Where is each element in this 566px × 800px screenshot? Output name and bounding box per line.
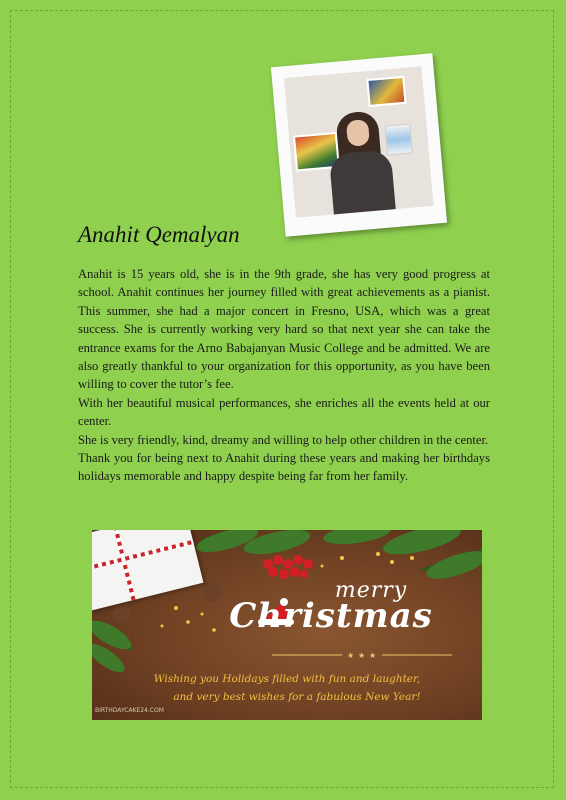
- christmas-card-image: [92, 530, 482, 720]
- svg-text:★: ★: [369, 651, 377, 660]
- card-christmas-text: Christmas: [229, 596, 433, 636]
- card-wish-line: Wishing you Holidays filled with fun and laughter,: [153, 673, 421, 685]
- student-photo-frame: [271, 53, 447, 236]
- profile-text: [78, 265, 490, 486]
- svg-text:★: ★: [347, 651, 355, 660]
- paragraph: Anahit is 15 years old, she is in the 9th grade, she has very good progress at school. Anahit continues her journey filled with great achievements as a pianist. This summer, she had a major concert in Fresno, USA, which was a great success. She is currently working very hard so that next year she can take the entrance exams for the Arno Babajanyan Music College and be admitted. We are also greatly thankful to your organization for this opportunity, as you have been willing to cover the tutor’s fee.: [78, 267, 490, 392]
- person-body: [329, 149, 397, 217]
- wall-painting: [366, 76, 406, 107]
- svg-text:★: ★: [358, 651, 366, 660]
- card-watermark: BIRTHDAYCAKE24.COM: [95, 707, 164, 714]
- card-merry-text: merry: [334, 578, 408, 603]
- student-name-heading: Anahit Qemalyan: [78, 222, 240, 247]
- wall-painting: [384, 123, 413, 155]
- paragraph: Thank you for being next to Anahit during these years and making her birthdays holidays memorable and happy despite being far from her family.: [78, 451, 490, 484]
- paragraph: With her beautiful musical performances, she enriches all the events held at our center.: [78, 395, 490, 429]
- card-wish-line: and very best wishes for a fabulous New Year!: [173, 691, 421, 703]
- paragraph: She is very friendly, kind, dreamy and willing to help other children in the center.: [78, 432, 489, 447]
- student-photo: [284, 66, 434, 217]
